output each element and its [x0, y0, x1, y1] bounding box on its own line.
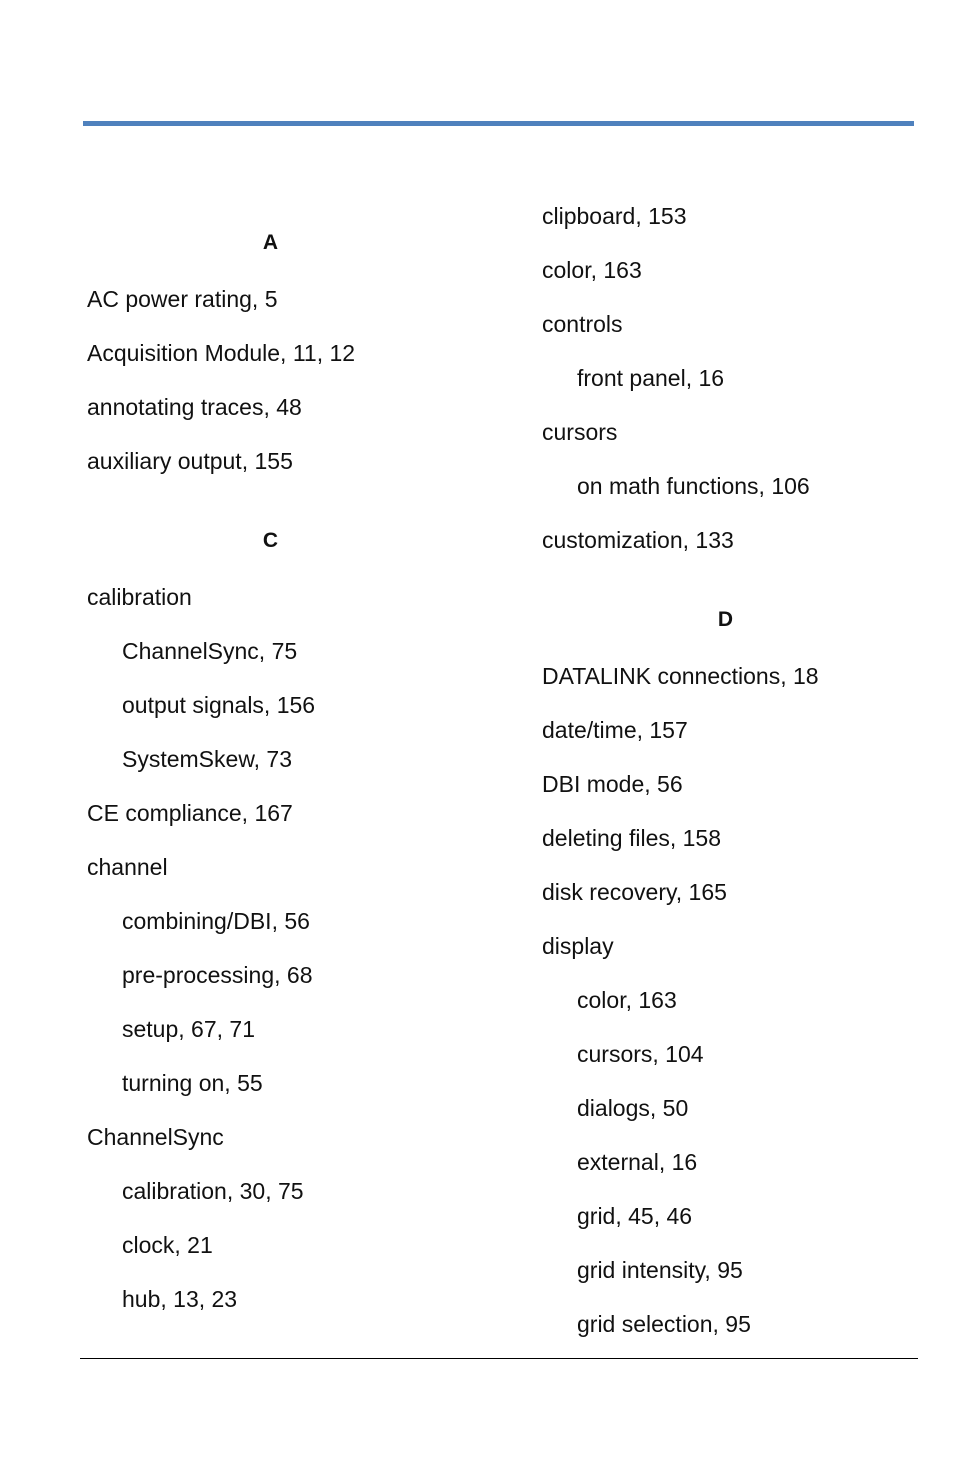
index-column-left — [87, 229, 457, 1339]
index-entry: annotating traces, 48 — [87, 394, 302, 420]
index-entry: ChannelSync — [87, 1124, 224, 1150]
index-entry: CE compliance, 167 — [87, 800, 293, 826]
index-entry: clipboard, 153 — [542, 203, 687, 229]
index-subentry: grid intensity, 95 — [577, 1257, 743, 1283]
index-subentry: clock, 21 — [122, 1232, 213, 1258]
index-entry: DATALINK connections, 18 — [542, 663, 819, 689]
section-gap — [87, 501, 457, 527]
index-subentry: grid, 45, 46 — [577, 1203, 693, 1229]
section-letter-c: C — [262, 529, 279, 552]
index-entry: cursors — [542, 419, 618, 445]
index-entry: disk recovery, 165 — [542, 879, 727, 905]
index-subentry: front panel, 16 — [577, 365, 725, 391]
index-entry: customization, 133 — [542, 527, 734, 553]
section-a-entries — [87, 285, 457, 475]
index-entry: auxiliary output, 155 — [87, 448, 293, 474]
index-entry: controls — [542, 311, 623, 337]
index-subentry: cursors, 104 — [577, 1041, 704, 1067]
index-entry: calibration — [87, 584, 192, 610]
index-subentry: output signals, 156 — [122, 692, 316, 718]
footer-rule — [80, 1358, 918, 1359]
index-subentry: calibration, 30, 75 — [122, 1178, 304, 1204]
index-entry: channel — [87, 854, 168, 880]
index-entry: color, 163 — [542, 257, 642, 283]
index-subentry: SystemSkew, 73 — [122, 746, 293, 772]
index-entry: date/time, 157 — [542, 717, 688, 743]
header-rule — [83, 121, 914, 126]
index-subentry: pre-processing, 68 — [122, 962, 313, 988]
index-column-right — [542, 202, 922, 1364]
index-subentry: setup, 67, 71 — [122, 1016, 255, 1042]
index-subentry: on math functions, 106 — [577, 473, 810, 499]
index-entry: AC power rating, 5 — [87, 286, 278, 312]
index-subentry: ChannelSync, 75 — [122, 638, 298, 664]
section-gap — [542, 580, 922, 606]
index-entry: display — [542, 933, 614, 959]
index-subentry: grid selection, 95 — [577, 1311, 751, 1337]
index-subentry: hub, 13, 23 — [122, 1286, 238, 1312]
index-entry: Acquisition Module, 11, 12 — [87, 340, 356, 366]
index-subentry: external, 16 — [577, 1149, 698, 1175]
index-subentry: combining/DBI, 56 — [122, 908, 310, 934]
section-letter-d: D — [717, 608, 734, 631]
index-subentry: turning on, 55 — [122, 1070, 263, 1096]
index-subentry: color, 163 — [577, 987, 677, 1013]
index-entry: deleting files, 158 — [542, 825, 722, 851]
section-letter-a: A — [262, 231, 279, 254]
section-c-continued-entries — [542, 202, 922, 554]
index-subentry: dialogs, 50 — [577, 1095, 689, 1121]
index-entry: DBI mode, 56 — [542, 771, 683, 797]
section-c-entries — [87, 583, 457, 1313]
section-d-entries — [542, 662, 922, 1338]
